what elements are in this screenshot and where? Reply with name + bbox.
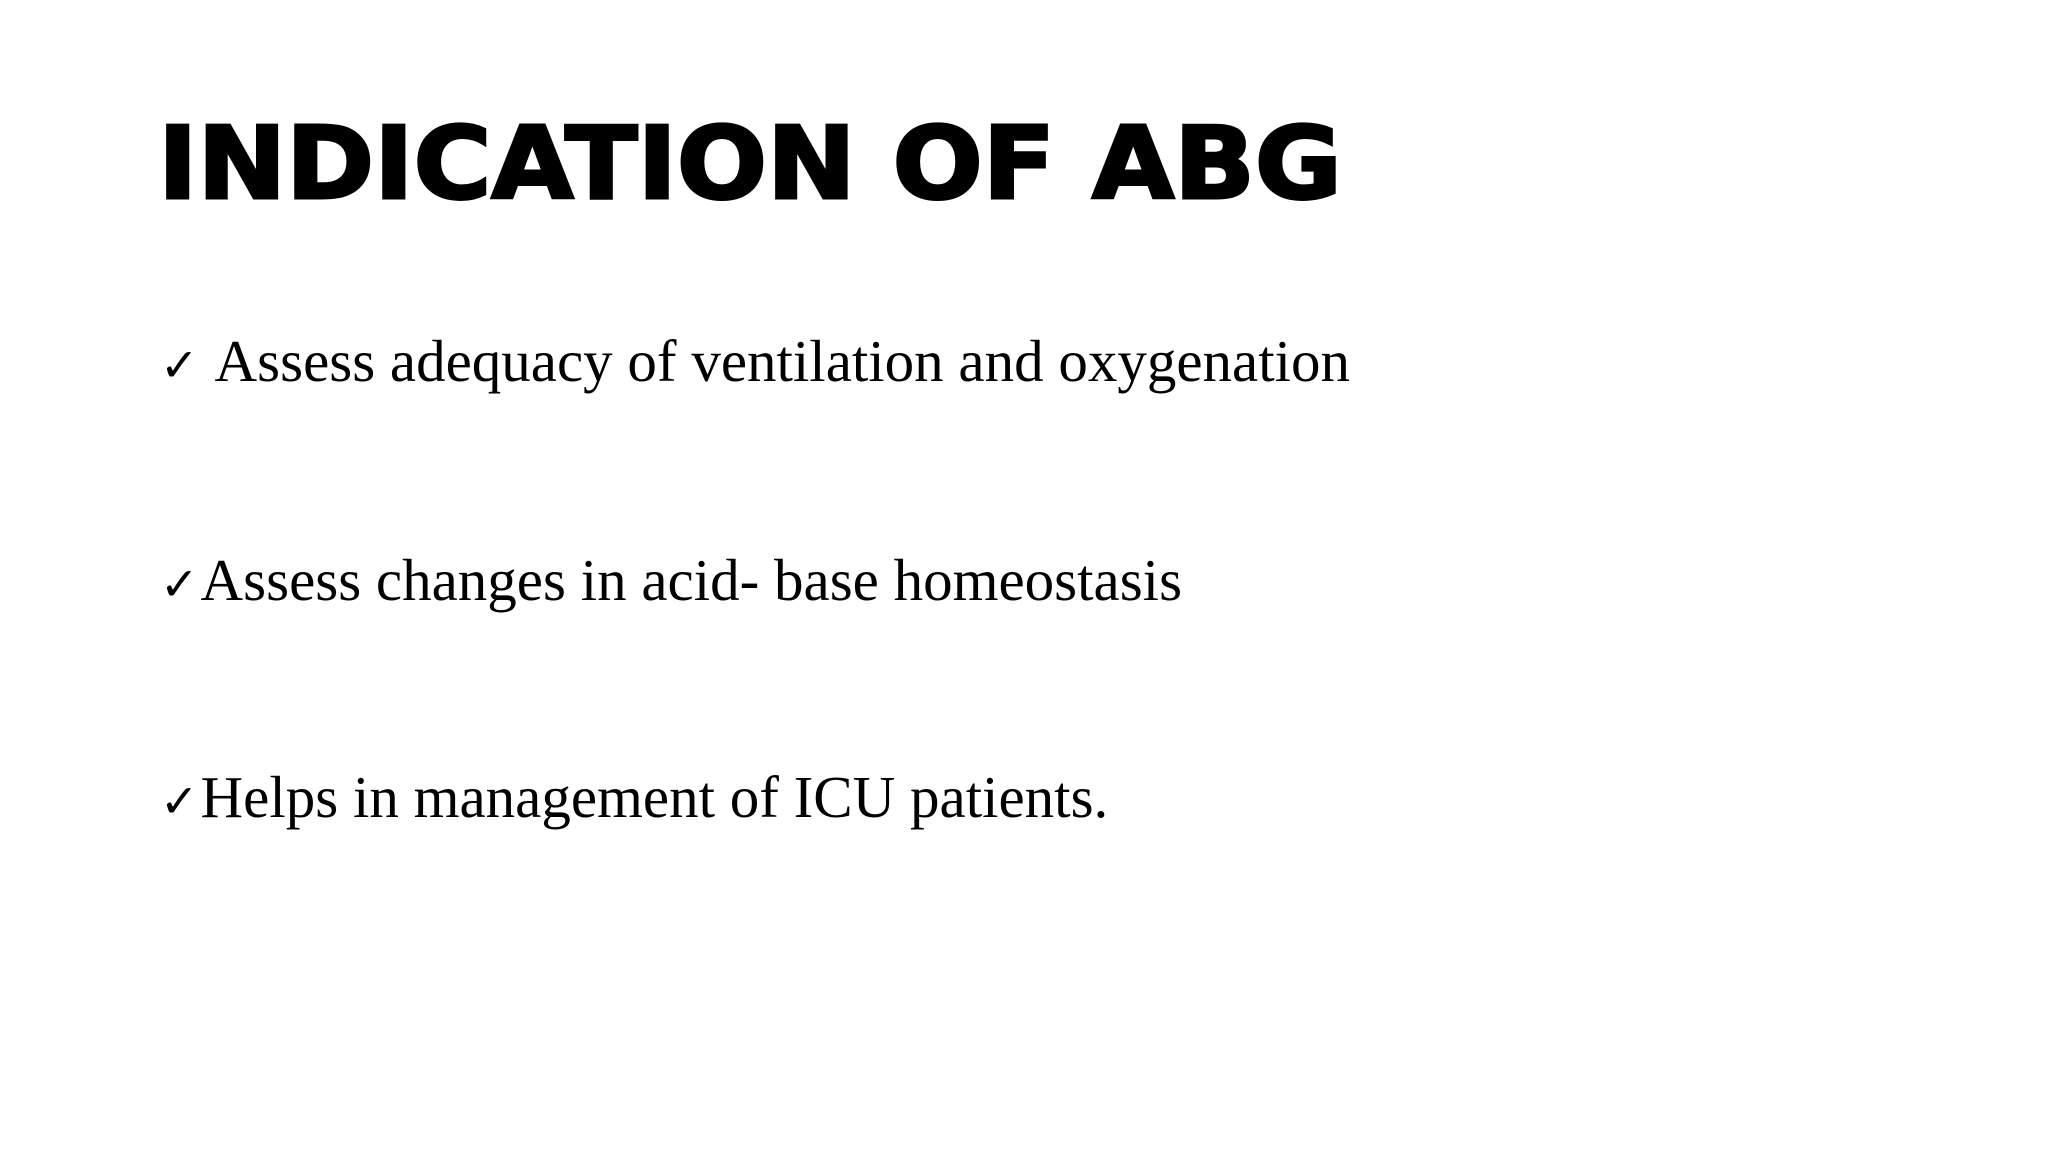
bullet-item <box>160 326 1350 397</box>
bullet-text: Helps in management of ICU patients. <box>200 764 1109 830</box>
check-icon: ✓ <box>160 557 199 611</box>
bullet-text: Assess adequacy of ventilation and oxygenation <box>214 328 1351 394</box>
check-icon: ✓ <box>160 338 199 392</box>
bullet-text: Assess changes in acid- base homeostasis <box>200 547 1183 613</box>
slide-title: INDICATION OF ABG <box>158 105 1342 222</box>
check-icon: ✓ <box>160 774 199 828</box>
bullet-item <box>160 762 1108 833</box>
bullet-item <box>160 545 1182 616</box>
